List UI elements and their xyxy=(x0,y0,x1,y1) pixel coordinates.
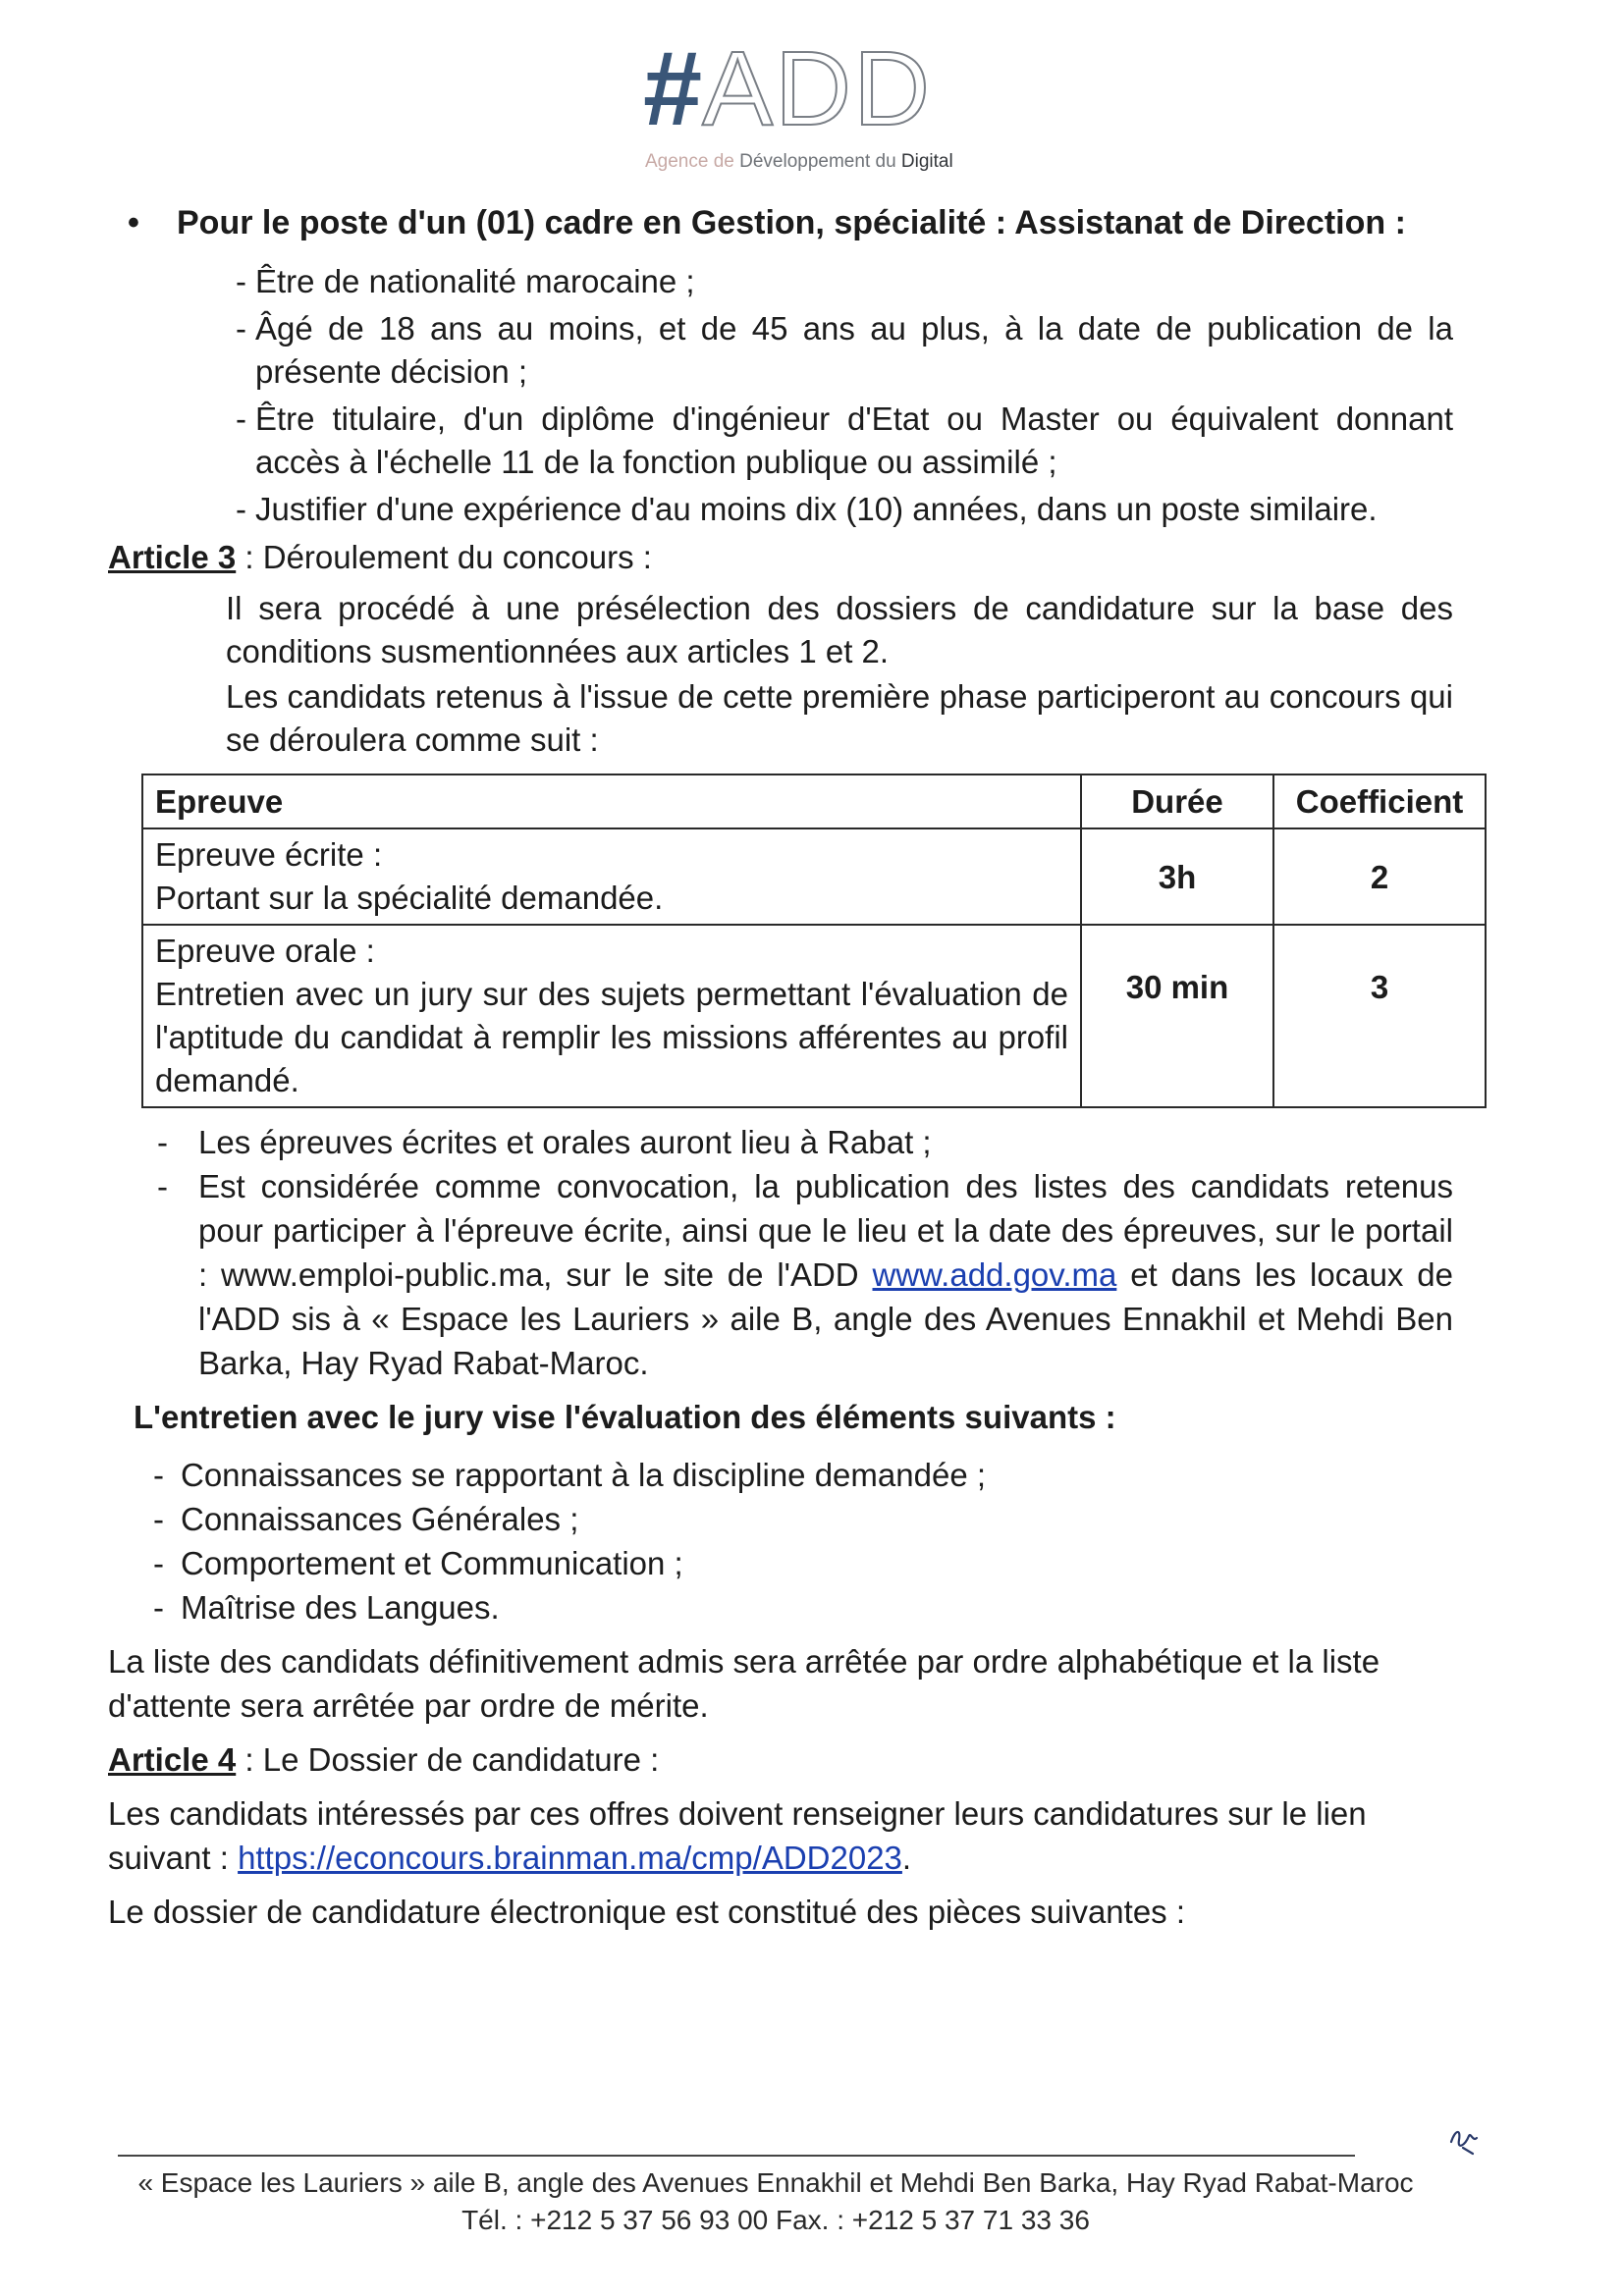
criteria-item: - Être titulaire, d'un diplôme d'ingénieur d'Etat ou Master ou équivalent donnant accès à l'échelle 11 de la fonction publique ou assimilé ; xyxy=(236,400,1453,480)
footer-address: « Espace les Lauriers » aile B, angle des Avenues Ennakhil et Mehdi Ben Barka, Hay Ryad Rabat-Maroc xyxy=(137,2167,1414,2198)
tagline-part1: Agence de xyxy=(645,151,740,172)
epreuve-desc: Entretien avec un jury sur des sujets permettant l'évaluation de l'aptitude du candidat à remplir les missions afférentes au profil demandé. xyxy=(155,976,1068,1098)
entretien-heading: L'entretien avec le jury vise l'évaluation des éléments suivants : xyxy=(134,1399,1116,1435)
element-item: - Maîtrise des Langues. xyxy=(153,1589,500,1626)
handwritten-initials xyxy=(1443,2120,1483,2160)
econcours-link[interactable]: https://econcours.brainman.ma/cmp/ADD2023 xyxy=(238,1840,902,1876)
duree-cell: 3h xyxy=(1081,828,1273,925)
add-website-link[interactable]: www.add.gov.ma xyxy=(872,1256,1117,1293)
header-duree: Durée xyxy=(1081,774,1273,828)
epreuve-title: Epreuve orale : xyxy=(155,933,375,969)
article-4-label: Article 4 xyxy=(108,1741,237,1778)
article-3-label: Article 3 xyxy=(108,539,237,575)
position-heading xyxy=(10,201,1453,244)
footer-divider xyxy=(118,2155,1355,2157)
table-header-row xyxy=(142,774,1486,828)
liste-paragraph: La liste des candidats définitivement admis sera arrêtée par ordre alphabétique et la liste d'attente sera arrêtée par ordre de mérite. xyxy=(108,1643,1380,1724)
note-item: - Est considérée comme convocation, la publication des listes des candidats retenus pour participer à l'épreuve écrite, ainsi que le lieu et la date des épreuves, sur le portail : www.emploi-public.ma, sur le site de l'ADD www.add.gov.ma et dans les locaux de l'ADD sis à « Espace les Lauriers » aile B, angle des Avenues Ennakhil et Mehdi Ben Barka, Hay Ryad Rabat-Maroc. xyxy=(157,1168,1453,1381)
logo-name: ADD xyxy=(702,28,933,147)
article-4-para2: Le dossier de candidature électronique est constitué des pièces suivantes : xyxy=(108,1894,1186,1930)
coef-cell: 3 xyxy=(1273,925,1486,1107)
criteria-list xyxy=(236,260,1453,531)
table-row xyxy=(142,925,1486,1107)
article-3-heading xyxy=(108,535,1453,579)
duree-cell: 30 min xyxy=(1081,925,1273,1107)
footer-contact: Tél. : +212 5 37 56 93 00 Fax. : +212 5 37 71 33 36 xyxy=(461,2205,1090,2235)
logo-mark xyxy=(643,28,977,147)
article-3-para2: Les candidats retenus à l'issue de cette première phase participeront au concours qui se déroulera comme suit : xyxy=(226,678,1453,758)
exam-table xyxy=(141,774,1487,1108)
header-epreuve: Epreuve xyxy=(142,774,1081,828)
epreuve-title: Epreuve écrite : xyxy=(155,836,383,873)
footer xyxy=(88,2164,1463,2239)
article-4-title: : Le Dossier de candidature : xyxy=(236,1741,660,1778)
evaluation-elements-list xyxy=(153,1453,1453,1629)
element-item: - Comportement et Communication ; xyxy=(153,1545,683,1581)
article-4-para1: Les candidats intéressés par ces offres doivent renseigner leurs candidatures sur le lien suivant : https://econcours.brainman.ma/cmp/ADD2023. xyxy=(108,1795,1367,1876)
epreuve-cell xyxy=(142,925,1081,1107)
add-logo xyxy=(643,28,977,187)
element-item: - Connaissances Générales ; xyxy=(153,1501,579,1537)
article-3-para1: Il sera procédé à une présélection des dossiers de candidature sur la base des conditions susmentionnées aux articles 1 et 2. xyxy=(226,590,1453,669)
logo-hash: # xyxy=(643,28,703,147)
criteria-item: - Être de nationalité marocaine ; xyxy=(236,263,695,299)
header-coefficient: Coefficient xyxy=(1273,774,1486,828)
notes-list xyxy=(157,1120,1453,1385)
note-item: - Les épreuves écrites et orales auront lieu à Rabat ; xyxy=(157,1124,932,1160)
criteria-item: - Âgé de 18 ans au moins, et de 45 ans au plus, à la date de publication de la présente décision ; xyxy=(236,310,1453,390)
article-4-heading xyxy=(108,1737,1453,1782)
bullet-icon: • xyxy=(128,204,139,241)
epreuve-cell xyxy=(142,828,1081,925)
article-3-title: : Déroulement du concours : xyxy=(236,539,652,575)
element-item: - Connaissances se rapportant à la discipline demandée ; xyxy=(153,1457,987,1493)
epreuve-desc: Portant sur la spécialité demandée. xyxy=(155,880,664,916)
table-row xyxy=(142,828,1486,925)
document-body xyxy=(108,201,1464,1934)
tagline-part3: Digital xyxy=(900,151,953,172)
logo-tagline xyxy=(645,151,977,173)
coef-cell: 2 xyxy=(1273,828,1486,925)
tagline-part2: Développement du xyxy=(739,151,901,172)
criteria-item: - Justifier d'une expérience d'au moins dix (10) années, dans un poste similaire. xyxy=(236,491,1378,527)
position-heading-text: Pour le poste d'un (01) cadre en Gestion, spécialité : Assistanat de Direction : xyxy=(177,204,1406,241)
